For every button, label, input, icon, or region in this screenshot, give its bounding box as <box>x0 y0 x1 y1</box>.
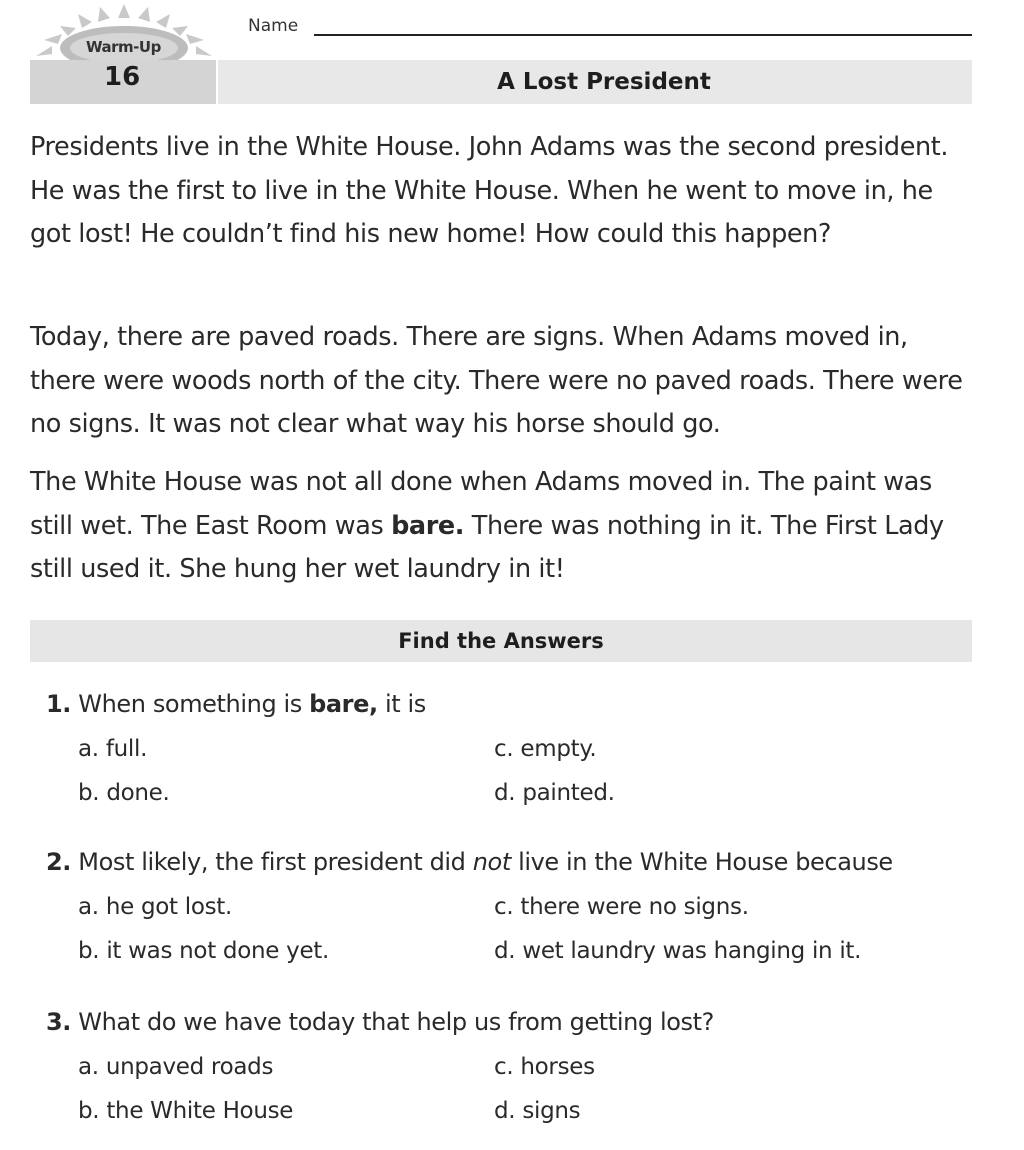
question-1 <box>46 690 426 718</box>
question-text-before: Most likely, the first president did <box>78 848 473 876</box>
p3-bold-word: bare. <box>391 510 465 541</box>
answer-option[interactable]: c. empty. <box>494 736 597 762</box>
answer-option[interactable]: d. wet laundry was hanging in it. <box>494 938 862 964</box>
answer-option[interactable]: b. done. <box>78 780 170 806</box>
section-title: Find the Answers <box>398 629 604 653</box>
passage-paragraph-1: Presidents live in the White House. John Adams was the second president. He was the first to live in the White House. When he went to move in, he got lost! He couldn’t find his new home! How could this happen? <box>30 132 949 249</box>
p3-text-after: There was nothing in it. The First Lady still used it. She hung her wet laundry in it! <box>30 510 944 584</box>
answer-option[interactable]: c. horses <box>494 1054 595 1080</box>
name-label: Name <box>248 16 299 36</box>
warmup-label: Warm-Up <box>86 38 161 56</box>
warmup-number: 16 <box>104 62 141 92</box>
question-text-before: When something is <box>78 690 310 718</box>
question-text: What do we have today that help us from getting lost? <box>78 1008 714 1036</box>
question-number: 1. <box>46 690 72 718</box>
answer-option[interactable]: a. he got lost. <box>78 894 233 920</box>
answer-option[interactable]: a. full. <box>78 736 148 762</box>
question-number: 3. <box>46 1008 72 1036</box>
answer-option[interactable]: a. unpaved roads <box>78 1054 274 1080</box>
question-bold-word: bare, <box>309 690 378 718</box>
question-2 <box>46 848 893 876</box>
passage-paragraph-3 <box>30 461 980 592</box>
answer-option[interactable]: b. it was not done yet. <box>78 938 330 964</box>
page-title: A Lost President <box>497 69 711 95</box>
p3-text-before: The White House was not all done when Adams moved in. The paint was still wet. The East Room was <box>30 467 932 541</box>
question-3 <box>46 1008 714 1036</box>
answer-option[interactable]: d. painted. <box>494 780 615 806</box>
question-text-after: it is <box>377 690 426 718</box>
question-text-after: live in the White House because <box>510 848 893 876</box>
name-input-line[interactable] <box>314 34 972 36</box>
question-number: 2. <box>46 848 72 876</box>
answer-option[interactable]: b. the White House <box>78 1098 294 1124</box>
answer-option[interactable]: d. signs <box>494 1098 581 1124</box>
question-italic-word: not <box>472 848 511 876</box>
passage-paragraph-2: Today, there are paved roads. There are signs. When Adams moved in, there were woods north of the city. There were no paved roads. There were no signs. It was not clear what way his horse should go. <box>30 322 963 439</box>
answer-option[interactable]: c. there were no signs. <box>494 894 749 920</box>
